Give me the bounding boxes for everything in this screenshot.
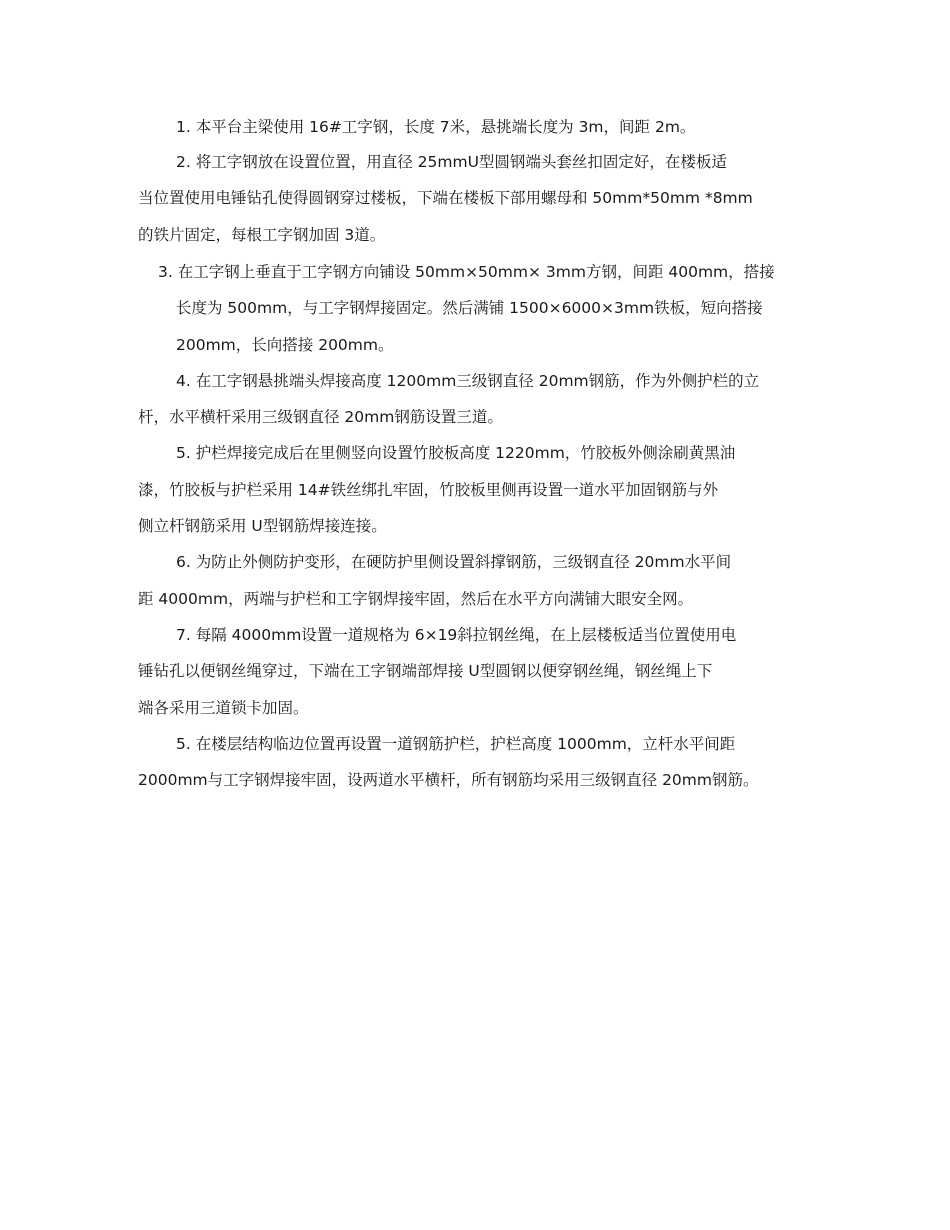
- text-line: 7. 每隔 4000mm设置一道规格为 6×19斜拉钢丝绳，在上层楼板适当位置使用电: [176, 626, 737, 644]
- text-line: 锤钻孔以便钢丝绳穿过，下端在工字钢端部焊接 U型圆钢以便穿钢丝绳，钢丝绳上下: [138, 662, 713, 680]
- text-line: 3. 在工字钢上垂直于工字钢方向铺设 50mm×50mm× 3mm方钢，间距 400mm，搭接: [158, 263, 775, 281]
- text-line: 端各采用三道锁卡加固。: [138, 699, 309, 717]
- text-line: 2000mm与工字钢焊接牢固，设两道水平横杆，所有钢筋均采用三级钢直径 20mm钢筋。: [138, 771, 759, 789]
- text-line: 杆，水平横杆采用三级钢直径 20mm钢筋设置三道。: [138, 408, 503, 426]
- text-line: 漆，竹胶板与护栏采用 14#铁丝绑扎牢固，竹胶板里侧再设置一道水平加固钢筋与外: [138, 481, 719, 499]
- text-line: 2. 将工字钢放在设置位置，用直径 25mmU型圆钢端头套丝扣固定好，在楼板适: [176, 153, 727, 171]
- text-line: 距 4000mm，两端与护栏和工字钢焊接牢固，然后在水平方向满铺大眼安全网。: [138, 590, 694, 608]
- text-line: 长度为 500mm，与工字钢焊接固定。然后满铺 1500×6000×3mm铁板，短向搭接: [176, 299, 763, 317]
- text-line: 5. 护栏焊接完成后在里侧竖向设置竹胶板高度 1220mm，竹胶板外侧涂刷黄黑油: [176, 444, 736, 462]
- text-line: 当位置使用电锤钻孔使得圆钢穿过楼板，下端在楼板下部用螺母和 50mm*50mm *8mm: [138, 189, 753, 207]
- text-line: 200mm，长向搭接 200mm。: [176, 336, 394, 354]
- text-line: 的铁片固定，每根工字钢加固 3道。: [138, 226, 386, 244]
- text-line: 5. 在楼层结构临边位置再设置一道钢筋护栏，护栏高度 1000mm，立杆水平间距: [176, 735, 736, 753]
- text-line: 侧立杆钢筋采用 U型钢筋焊接连接。: [138, 517, 387, 535]
- text-line: 4. 在工字钢悬挑端头焊接高度 1200mm三级钢直径 20mm钢筋，作为外侧护栏的立: [176, 372, 760, 390]
- text-line: 1. 本平台主梁使用 16#工字钢，长度 7米，悬挑端长度为 3m，间距 2m。: [176, 118, 696, 136]
- text-line: 6. 为防止外侧防护变形，在硬防护里侧设置斜撑钢筋，三级钢直径 20mm水平间: [176, 553, 732, 571]
